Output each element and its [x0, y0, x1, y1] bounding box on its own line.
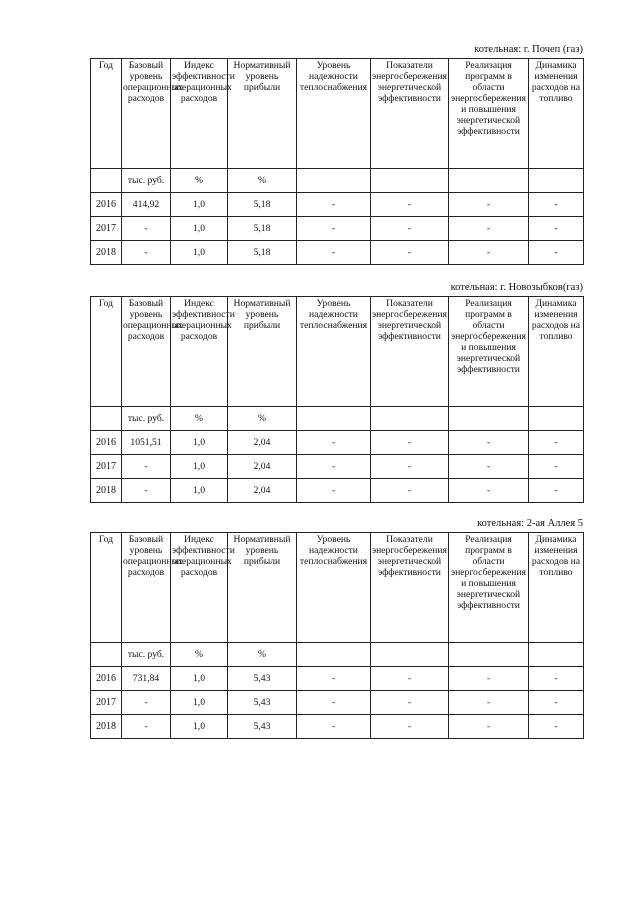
table-cell: -: [529, 193, 584, 217]
unit-cell: тыс. руб.: [122, 407, 171, 431]
unit-cell: %: [228, 169, 297, 193]
year-cell: 2018: [91, 241, 122, 265]
header-row: [91, 59, 584, 169]
col-header-efficiency-index: Индекс эффективности операционных расходов: [171, 533, 228, 643]
col-header-energy-saving: Показатели энергосбережения энергетической эффективности: [371, 533, 449, 643]
col-header-reliability: Уровень надежности теплоснабжения: [297, 59, 371, 169]
col-header-normative-profit: Нормативный уровень прибыли: [228, 297, 297, 407]
col-header-energy-saving: Показатели энергосбережения энергетической эффективности: [371, 59, 449, 169]
table-cell: -: [449, 715, 529, 739]
year-cell: 2017: [91, 691, 122, 715]
table-cell: -: [529, 217, 584, 241]
unit-cell: [91, 643, 122, 667]
table-cell: -: [449, 193, 529, 217]
col-header-reliability: Уровень надежности теплоснабжения: [297, 297, 371, 407]
table-cell: -: [449, 455, 529, 479]
year-cell: 2016: [91, 431, 122, 455]
table-cell: 5,43: [228, 691, 297, 715]
col-header-fuel-dynamics: Динамика изменения расходов на топливо: [529, 533, 584, 643]
table-cell: -: [371, 691, 449, 715]
unit-cell: [529, 643, 584, 667]
col-header-base-opex: Базовый уровень операционных расходов: [122, 59, 171, 169]
table-cell: -: [122, 241, 171, 265]
unit-cell: [91, 169, 122, 193]
table-cell: -: [449, 217, 529, 241]
table-cell: -: [297, 455, 371, 479]
unit-cell: [449, 169, 529, 193]
col-header-efficiency-index: Индекс эффективности операционных расходов: [171, 59, 228, 169]
table-cell: -: [122, 217, 171, 241]
col-header-programs: Реализация программ в области энергосбережения и повышения энергетической эффективности: [449, 297, 529, 407]
table-cell: 5,18: [228, 241, 297, 265]
table-cell: 2,04: [228, 479, 297, 503]
table-cell: -: [449, 479, 529, 503]
table-cell: -: [449, 431, 529, 455]
unit-cell: [297, 169, 371, 193]
table-cell: -: [297, 193, 371, 217]
table-cell: -: [529, 667, 584, 691]
col-header-base-opex: Базовый уровень операционных расходов: [122, 297, 171, 407]
table-row: [91, 691, 584, 715]
table-cell: 731,84: [122, 667, 171, 691]
table-cell: -: [122, 715, 171, 739]
table-cell: -: [529, 479, 584, 503]
table-row: [91, 715, 584, 739]
table-cell: -: [371, 193, 449, 217]
tariff-table: [90, 296, 584, 503]
tariff-table: [90, 58, 584, 265]
unit-cell: %: [228, 643, 297, 667]
table-cell: -: [529, 431, 584, 455]
table-cell: -: [122, 691, 171, 715]
unit-cell: [91, 407, 122, 431]
table-cell: 5,18: [228, 193, 297, 217]
table-cell: 1051,51: [122, 431, 171, 455]
table-cell: -: [371, 667, 449, 691]
unit-cell: %: [228, 407, 297, 431]
table-cell: -: [122, 455, 171, 479]
table-cell: 5,18: [228, 217, 297, 241]
col-header-reliability: Уровень надежности теплоснабжения: [297, 533, 371, 643]
unit-cell: [529, 407, 584, 431]
table-cell: -: [529, 241, 584, 265]
boiler-caption: котельная: 2-ая Аллея 5: [477, 518, 583, 529]
table-cell: -: [449, 691, 529, 715]
table-cell: -: [297, 691, 371, 715]
unit-cell: тыс. руб.: [122, 169, 171, 193]
table-cell: -: [371, 241, 449, 265]
col-header-programs: Реализация программ в области энергосбережения и повышения энергетической эффективности: [449, 59, 529, 169]
year-cell: 2018: [91, 715, 122, 739]
table-cell: 1,0: [171, 479, 228, 503]
table-cell: -: [529, 691, 584, 715]
table-row: [91, 193, 584, 217]
table-row: [91, 455, 584, 479]
col-header-base-opex: Базовый уровень операционных расходов: [122, 533, 171, 643]
table-cell: 5,43: [228, 715, 297, 739]
unit-cell: [529, 169, 584, 193]
year-cell: 2017: [91, 455, 122, 479]
table-cell: 2,04: [228, 431, 297, 455]
table-cell: 1,0: [171, 431, 228, 455]
table-cell: -: [297, 715, 371, 739]
table-cell: 414,92: [122, 193, 171, 217]
table-cell: 1,0: [171, 455, 228, 479]
col-header-fuel-dynamics: Динамика изменения расходов на топливо: [529, 59, 584, 169]
table-cell: -: [297, 431, 371, 455]
year-cell: 2017: [91, 217, 122, 241]
boiler-caption: котельная: г. Новозыбков(газ): [450, 282, 583, 293]
table-row: [91, 479, 584, 503]
year-cell: 2016: [91, 667, 122, 691]
table-row: [91, 667, 584, 691]
col-header-year: Год: [91, 533, 122, 643]
table-row: [91, 217, 584, 241]
unit-cell: [449, 407, 529, 431]
table-cell: -: [529, 715, 584, 739]
col-header-programs: Реализация программ в области энергосбережения и повышения энергетической эффективности: [449, 533, 529, 643]
unit-cell: [371, 407, 449, 431]
table-row: [91, 431, 584, 455]
unit-cell: [297, 407, 371, 431]
units-row: [91, 407, 584, 431]
table-cell: 1,0: [171, 691, 228, 715]
table-cell: -: [371, 455, 449, 479]
tariff-table: [90, 532, 584, 739]
header-row: [91, 533, 584, 643]
table-cell: -: [449, 667, 529, 691]
col-header-year: Год: [91, 297, 122, 407]
unit-cell: [371, 169, 449, 193]
unit-cell: тыс. руб.: [122, 643, 171, 667]
table-cell: -: [297, 217, 371, 241]
table-cell: -: [297, 241, 371, 265]
table-row: [91, 241, 584, 265]
unit-cell: [449, 643, 529, 667]
table-cell: -: [297, 479, 371, 503]
col-header-energy-saving: Показатели энергосбережения энергетической эффективности: [371, 297, 449, 407]
unit-cell: %: [171, 169, 228, 193]
table-cell: 5,43: [228, 667, 297, 691]
unit-cell: %: [171, 407, 228, 431]
table-cell: 1,0: [171, 193, 228, 217]
table-cell: -: [449, 241, 529, 265]
unit-cell: %: [171, 643, 228, 667]
unit-cell: [297, 643, 371, 667]
table-cell: 1,0: [171, 241, 228, 265]
units-row: [91, 643, 584, 667]
table-cell: -: [122, 479, 171, 503]
col-header-year: Год: [91, 59, 122, 169]
boiler-caption: котельная: г. Почеп (газ): [474, 44, 583, 55]
col-header-normative-profit: Нормативный уровень прибыли: [228, 59, 297, 169]
header-row: [91, 297, 584, 407]
table-cell: 1,0: [171, 667, 228, 691]
table-cell: -: [297, 667, 371, 691]
units-row: [91, 169, 584, 193]
unit-cell: [371, 643, 449, 667]
year-cell: 2018: [91, 479, 122, 503]
table-cell: -: [371, 217, 449, 241]
table-cell: -: [371, 715, 449, 739]
table-cell: 1,0: [171, 715, 228, 739]
table-cell: -: [371, 479, 449, 503]
table-cell: -: [529, 455, 584, 479]
col-header-efficiency-index: Индекс эффективности операционных расходов: [171, 297, 228, 407]
col-header-normative-profit: Нормативный уровень прибыли: [228, 533, 297, 643]
year-cell: 2016: [91, 193, 122, 217]
table-cell: 2,04: [228, 455, 297, 479]
table-cell: -: [371, 431, 449, 455]
table-cell: 1,0: [171, 217, 228, 241]
col-header-fuel-dynamics: Динамика изменения расходов на топливо: [529, 297, 584, 407]
